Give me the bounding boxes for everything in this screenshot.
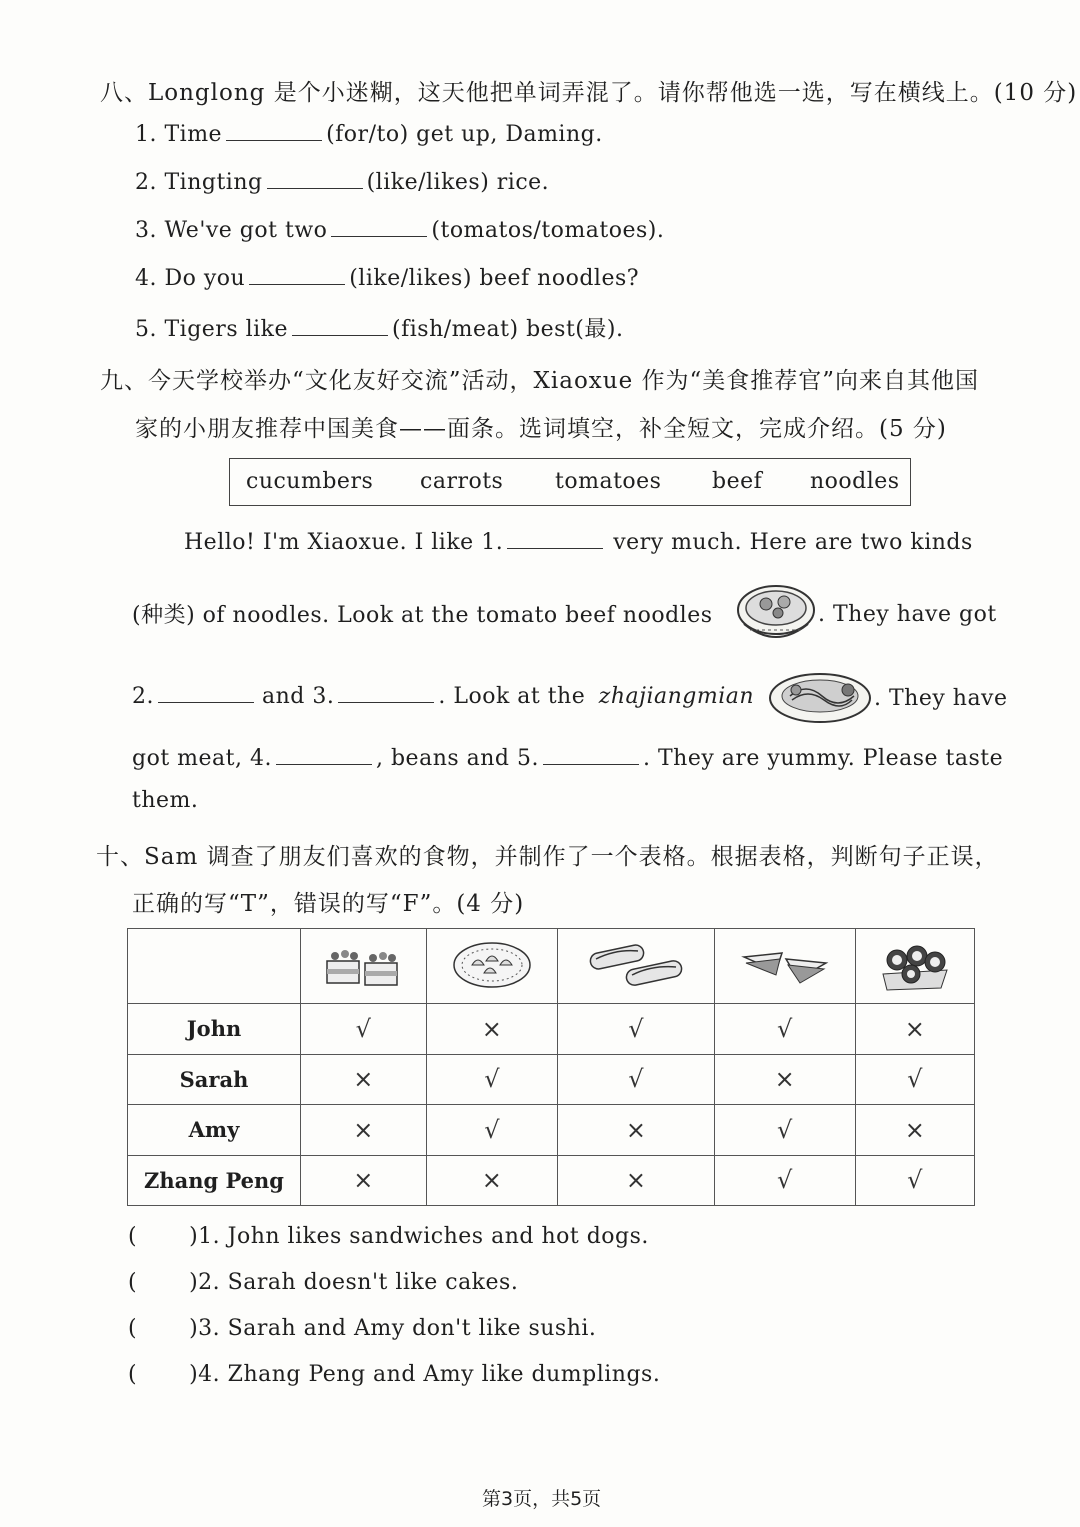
section-10-heading-line-1: 十、Sam 调查了朋友们喜欢的食物，并制作了一个表格。根据表格，判断句子正误， <box>96 844 999 870</box>
passage-blank-2[interactable] <box>158 682 254 703</box>
q8-item-2-post: (like/likes) rice. <box>366 170 550 195</box>
answer-paren-2[interactable]: ( <box>128 1270 138 1295</box>
mark-cell: √ <box>426 1054 558 1105</box>
section-9-heading-line-2: 家的小朋友推荐中国美食——面条。选词填空，补全短文，完成介绍。(5 分) <box>135 416 947 442</box>
q8-item-2 <box>135 168 549 195</box>
mark-cell: × <box>426 1004 558 1055</box>
word-bank-item: carrots <box>420 469 504 494</box>
word-bank-item: tomatoes <box>555 469 662 494</box>
page-number: 第3页，共5页 <box>482 1488 602 1510</box>
passage-l3-c: . Look at the <box>438 684 586 709</box>
passage-blank-5[interactable] <box>543 744 639 765</box>
statement-1-text: )1. John likes sandwiches and hot dogs. <box>189 1224 649 1249</box>
mark-cell: × <box>855 1004 974 1055</box>
food-column-sandwich <box>714 929 855 1004</box>
passage-l3-b: and 3. <box>262 684 335 709</box>
mark-cell: √ <box>714 1105 855 1156</box>
word-bank-item: cucumbers <box>246 469 374 494</box>
q8-answer-blank-5[interactable] <box>292 315 388 336</box>
mark-cell: × <box>301 1105 427 1156</box>
passage-line-1 <box>184 528 973 555</box>
row-name: Amy <box>128 1105 301 1156</box>
cake-icon <box>323 937 403 991</box>
section-8-heading: 八、Longlong 是个小迷糊，这天他把单词弄混了。请你帮他选一选，写在横线上。(10 分) <box>100 80 1078 106</box>
section-10-heading-line-2: 正确的写“T”，错误的写“F”。(4 分) <box>132 891 525 917</box>
mark-cell: √ <box>855 1155 974 1206</box>
dumplings-icon <box>450 937 534 991</box>
hot-dog-icon <box>586 937 686 991</box>
mark-cell: √ <box>558 1054 714 1105</box>
answer-paren-1[interactable]: ( <box>128 1224 138 1249</box>
table-row <box>128 1155 975 1206</box>
mark-cell: × <box>426 1155 558 1206</box>
zhajiangmian-icon <box>766 668 874 726</box>
food-column-hot-dog <box>558 929 714 1004</box>
passage-l4-b: , beans and 5. <box>375 746 539 771</box>
passage-l2-a: (种类) of noodles. Look at the tomato beef noodles <box>132 603 713 628</box>
mark-cell: √ <box>301 1004 427 1055</box>
q8-item-5-pre: 5. Tigers like <box>135 317 289 342</box>
q8-item-4 <box>135 264 639 291</box>
passage-blank-3[interactable] <box>338 682 434 703</box>
passage-l3-a: 2. <box>132 684 154 709</box>
table-header-row <box>128 929 975 1004</box>
word-bank-item: beef <box>712 469 763 494</box>
statement-1 <box>128 1224 649 1249</box>
food-column-cake <box>301 929 427 1004</box>
q8-item-3-pre: 3. We've got two <box>135 218 328 243</box>
statement-3-text: )3. Sarah and Amy don't like sushi. <box>189 1316 597 1341</box>
passage-zhajiangmian: zhajiangmian <box>598 684 755 709</box>
mark-cell: × <box>714 1054 855 1105</box>
row-name: John <box>128 1004 301 1055</box>
passage-l3-d: . They have <box>874 686 1008 711</box>
passage-l1-a: Hello! I'm Xiaoxue. I like 1. <box>184 530 504 555</box>
passage-l2-b: . They have got <box>818 602 997 627</box>
passage-l1-b: very much. Here are two kinds <box>613 530 973 555</box>
passage-line-3 <box>132 682 754 709</box>
passage-l5: them. <box>132 788 199 813</box>
passage-blank-1[interactable] <box>507 528 603 549</box>
statement-4-text: )4. Zhang Peng and Amy like dumplings. <box>189 1362 661 1387</box>
passage-l4-a: got meat, 4. <box>132 746 272 771</box>
mark-cell: √ <box>714 1004 855 1055</box>
statement-4 <box>128 1362 660 1387</box>
mark-cell: × <box>301 1155 427 1206</box>
table-row <box>128 1054 975 1105</box>
table-row <box>128 1004 975 1055</box>
row-name: Zhang Peng <box>128 1155 301 1206</box>
q8-item-3 <box>135 216 664 243</box>
statement-3 <box>128 1316 596 1341</box>
mark-cell: √ <box>558 1004 714 1055</box>
q8-item-1-post: (for/to) get up, Daming. <box>326 122 603 147</box>
word-bank-item: noodles <box>810 469 900 494</box>
answer-paren-4[interactable]: ( <box>128 1362 138 1387</box>
mark-cell: × <box>301 1054 427 1105</box>
mark-cell: × <box>558 1155 714 1206</box>
mark-cell: √ <box>426 1105 558 1156</box>
q8-item-5 <box>135 312 623 343</box>
q8-answer-blank-3[interactable] <box>331 216 427 237</box>
q8-item-4-post: (like/likes) beef noodles? <box>349 266 640 291</box>
food-column-dumplings <box>426 929 558 1004</box>
word-bank <box>229 458 911 506</box>
q8-answer-blank-4[interactable] <box>249 264 345 285</box>
passage-l4-c: . They are yummy. Please taste <box>643 746 1004 771</box>
statement-2 <box>128 1270 518 1295</box>
q8-item-1 <box>135 120 603 147</box>
q8-item-5-post: (fish/meat) best(最). <box>392 317 624 342</box>
section-9-heading-line-1: 九、今天学校举办“文化友好交流”活动，Xiaoxue 作为“美食推荐官”向来自其他国 <box>100 368 980 394</box>
statement-2-text: )2. Sarah doesn't like cakes. <box>189 1270 519 1295</box>
table-row <box>128 1105 975 1156</box>
mark-cell: × <box>855 1105 974 1156</box>
answer-paren-3[interactable]: ( <box>128 1316 138 1341</box>
tomato-beef-noodles-icon <box>734 580 818 650</box>
sandwich-icon <box>740 937 830 991</box>
row-name: Sarah <box>128 1054 301 1105</box>
food-survey-table <box>127 928 975 1206</box>
q8-answer-blank-2[interactable] <box>267 168 363 189</box>
passage-blank-4[interactable] <box>276 744 372 765</box>
q8-item-2-pre: 2. Tingting <box>135 170 263 195</box>
q8-item-1-pre: 1. Time <box>135 122 223 147</box>
q8-item-3-post: (tomatos/tomatoes). <box>431 218 665 243</box>
q8-item-4-pre: 4. Do you <box>135 266 246 291</box>
mark-cell: √ <box>714 1155 855 1206</box>
q8-answer-blank-1[interactable] <box>226 120 322 141</box>
passage-line-2 <box>132 598 713 629</box>
passage-line-4 <box>132 744 1003 771</box>
table-corner-cell <box>128 929 301 1004</box>
mark-cell: × <box>558 1105 714 1156</box>
sushi-icon <box>877 934 953 994</box>
food-column-sushi <box>855 929 974 1004</box>
mark-cell: √ <box>855 1054 974 1105</box>
